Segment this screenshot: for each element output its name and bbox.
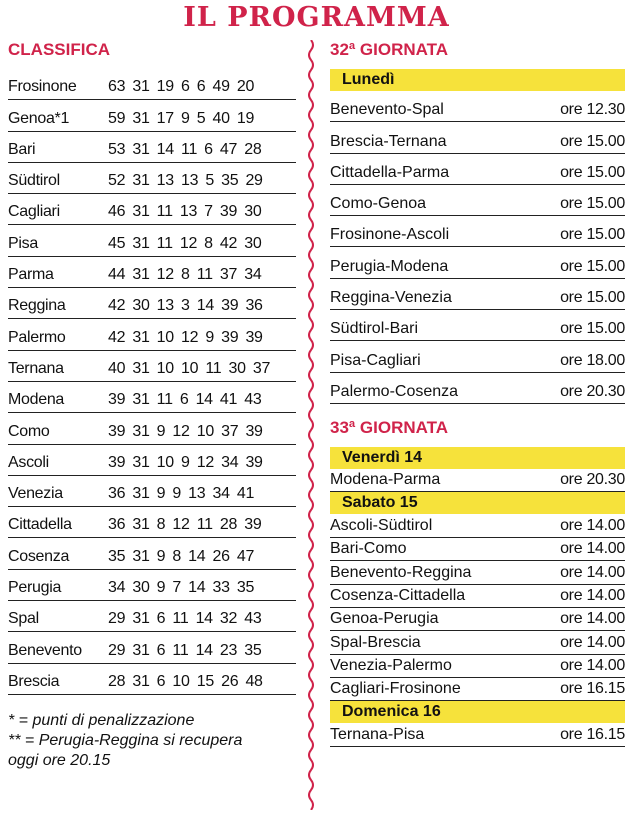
match-time: ore 14.00 (560, 563, 625, 581)
team-name: Spal (8, 610, 39, 628)
match-teams: Palermo-Cosenza (330, 382, 459, 400)
match-row (330, 678, 625, 701)
giornata-32-days (330, 69, 625, 404)
team-name: Como (8, 422, 50, 440)
match-time: ore 16.15 (560, 725, 625, 743)
match-teams: Benevento-Reggina (330, 563, 472, 581)
match-row (330, 373, 625, 404)
day-header: Lunedì (330, 69, 625, 91)
day-header: Sabato 15 (330, 492, 625, 514)
team-name: Palermo (8, 328, 66, 346)
team-stats: 39 31 11 6 14 41 43 (108, 391, 262, 409)
match-teams: Südtirol-Bari (330, 320, 419, 338)
match-teams: Spal-Brescia (330, 633, 421, 651)
standings-row (8, 507, 296, 538)
team-stats: 44 31 12 8 11 37 34 (108, 266, 262, 284)
standings-row (8, 319, 296, 350)
match-teams: Venezia-Palermo (330, 657, 452, 675)
standings-notes (8, 711, 296, 771)
team-stats: 39 31 10 9 12 34 39 (108, 453, 263, 471)
match-row (330, 279, 625, 310)
match-row (330, 341, 625, 372)
team-stats: 40 31 10 10 11 30 37 (108, 359, 271, 377)
match-teams: Cittadella-Parma (330, 163, 450, 181)
match-row (330, 723, 625, 746)
standings-row (8, 413, 296, 444)
match-time: ore 15.00 (560, 163, 625, 181)
team-name: Benevento (8, 641, 82, 659)
team-stats: 63 31 19 6 6 49 20 (108, 78, 255, 96)
match-teams: Reggina-Venezia (330, 289, 452, 307)
team-stats: 53 31 14 11 6 47 28 (108, 140, 262, 158)
team-name: Bari (8, 140, 36, 158)
match-teams: Ascoli-Südtirol (330, 516, 433, 534)
match-time: ore 14.00 (560, 610, 625, 628)
match-time: ore 15.00 (560, 289, 625, 307)
standings-row (8, 601, 296, 632)
team-name: Pisa (8, 234, 38, 252)
match-teams: Cagliari-Frosinone (330, 680, 461, 698)
giornata-32 (330, 40, 625, 404)
match-row (330, 561, 625, 584)
team-stats: 35 31 9 8 14 26 47 (108, 547, 255, 565)
team-name: Cosenza (8, 547, 70, 565)
match-row (330, 122, 625, 153)
team-stats: 29 31 6 11 14 32 43 (108, 610, 262, 628)
match-time: ore 14.00 (560, 586, 625, 604)
match-time: ore 15.00 (560, 226, 625, 244)
match-time: ore 14.00 (560, 516, 625, 534)
classifica-title: CLASSIFICA (8, 40, 110, 59)
standings-row (8, 132, 296, 163)
match-teams: Ternana-Pisa (330, 725, 425, 743)
wavy-divider (303, 40, 319, 810)
match-time: ore 16.15 (560, 680, 625, 698)
team-name: Genoa*1 (8, 109, 70, 127)
team-stats: 36 31 9 9 13 34 41 (108, 485, 255, 503)
giornata-32-title: 32ª GIORNATA (330, 40, 449, 59)
team-name: Reggina (8, 297, 66, 315)
team-stats: 52 31 13 13 5 35 29 (108, 172, 263, 190)
match-teams: Benevento-Spal (330, 101, 444, 119)
match-row (330, 514, 625, 537)
team-stats: 34 30 9 7 14 33 35 (108, 579, 255, 597)
team-stats: 42 30 13 3 14 39 36 (108, 297, 263, 315)
standings-row (8, 382, 296, 413)
match-time: ore 15.00 (560, 195, 625, 213)
team-name: Cittadella (8, 516, 72, 534)
note-line: * = punti di penalizzazione (8, 711, 195, 729)
match-time: ore 20.30 (560, 382, 625, 400)
standings-row (8, 163, 296, 194)
match-time: ore 15.00 (560, 320, 625, 338)
standings-row (8, 225, 296, 256)
giornata-33 (330, 418, 625, 747)
standings-row (8, 351, 296, 382)
match-teams: Modena-Parma (330, 471, 441, 489)
match-teams: Pisa-Cagliari (330, 351, 421, 369)
team-stats: 42 31 10 12 9 39 39 (108, 328, 263, 346)
team-stats: 39 31 9 12 10 37 39 (108, 422, 263, 440)
standings-row (8, 538, 296, 569)
match-time: ore 15.00 (560, 257, 625, 275)
team-name: Parma (8, 266, 54, 284)
match-teams: Frosinone-Ascoli (330, 226, 450, 244)
match-teams: Genoa-Perugia (330, 610, 439, 628)
classifica-section (8, 40, 296, 771)
team-name: Ascoli (8, 453, 49, 471)
team-name: Ternana (8, 359, 64, 377)
match-row (330, 538, 625, 561)
day-header: Domenica 16 (330, 701, 625, 723)
match-row (330, 310, 625, 341)
note-line: ** = Perugia-Reggina si recupera (8, 731, 243, 749)
standings-row (8, 194, 296, 225)
standings-row (8, 100, 296, 131)
standings-row (8, 257, 296, 288)
team-name: Frosinone (8, 78, 77, 96)
match-row (330, 154, 625, 185)
match-row (330, 608, 625, 631)
team-stats: 36 31 8 12 11 28 39 (108, 516, 262, 534)
giornata-33-days (330, 447, 625, 747)
match-teams: Como-Genoa (330, 195, 427, 213)
standings-row (8, 69, 296, 100)
standings-row (8, 288, 296, 319)
match-row (330, 91, 625, 122)
team-stats: 29 31 6 11 14 23 35 (108, 641, 262, 659)
match-teams: Cosenza-Cittadella (330, 586, 466, 604)
team-name: Modena (8, 391, 65, 409)
standings-table (8, 69, 296, 695)
team-stats: 59 31 17 9 5 40 19 (108, 109, 255, 127)
match-time: ore 12.30 (560, 101, 625, 119)
match-time: ore 14.00 (560, 633, 625, 651)
team-name: Venezia (8, 485, 63, 503)
standings-row (8, 476, 296, 507)
schedule-section (330, 40, 625, 747)
match-row (330, 247, 625, 278)
note-line: oggi ore 20.15 (8, 751, 111, 769)
team-name: Brescia (8, 672, 60, 690)
match-row (330, 216, 625, 247)
match-time: ore 18.00 (560, 351, 625, 369)
match-teams: Perugia-Modena (330, 257, 449, 275)
standings-row (8, 664, 296, 695)
team-name: Cagliari (8, 203, 60, 221)
team-stats: 28 31 6 10 15 26 48 (108, 672, 263, 690)
match-time: ore 15.00 (560, 132, 625, 150)
match-time: ore 20.30 (560, 471, 625, 489)
match-time: ore 14.00 (560, 657, 625, 675)
match-teams: Brescia-Ternana (330, 132, 447, 150)
match-time: ore 14.00 (560, 540, 625, 558)
day-header: Venerdì 14 (330, 447, 625, 469)
standings-row (8, 632, 296, 663)
standings-row (8, 445, 296, 476)
giornata-33-title: 33ª GIORNATA (330, 417, 449, 437)
team-name: Südtirol (8, 172, 60, 190)
match-row (330, 631, 625, 654)
team-stats: 46 31 11 13 7 39 30 (108, 203, 262, 221)
team-name: Perugia (8, 579, 62, 597)
match-row (330, 469, 625, 492)
match-row (330, 185, 625, 216)
match-teams: Bari-Como (330, 540, 407, 558)
page-title: IL PROGRAMMA (183, 2, 450, 33)
match-row (330, 585, 625, 608)
standings-row (8, 570, 296, 601)
match-row (330, 655, 625, 678)
team-stats: 45 31 11 12 8 42 30 (108, 234, 262, 252)
